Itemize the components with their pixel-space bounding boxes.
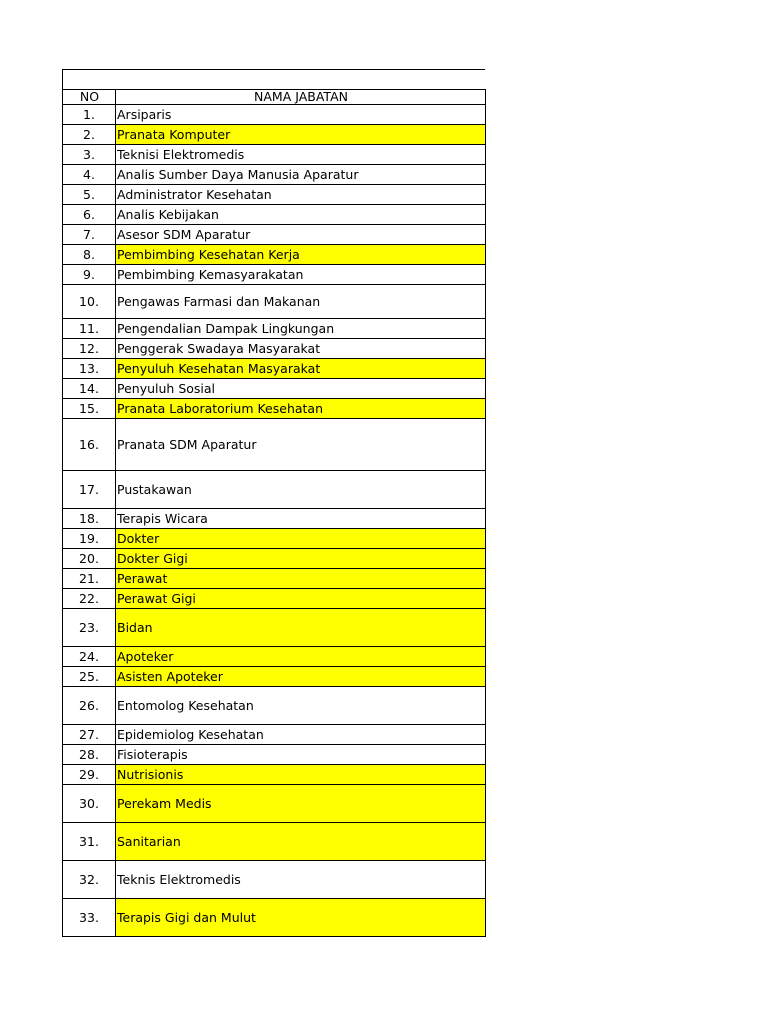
table-row [63,509,486,529]
table-row [63,165,486,185]
table-row [63,725,486,745]
cell-no[interactable]: 12. [63,339,116,359]
cell-no[interactable]: 5. [63,185,116,205]
table-row [63,419,486,471]
cell-no[interactable]: 8. [63,245,116,265]
cell-no[interactable]: 1. [63,105,116,125]
cell-nama-jabatan[interactable]: Asesor SDM Aparatur [116,225,486,245]
cell-no[interactable]: 30. [63,785,116,823]
cell-no[interactable]: 21. [63,569,116,589]
cell-no[interactable]: 23. [63,609,116,647]
cell-nama-jabatan[interactable]: Pustakawan [116,471,486,509]
cell-nama-jabatan[interactable]: Apoteker [116,647,486,667]
table-row [63,745,486,765]
cell-nama-jabatan[interactable]: Pengawas Farmasi dan Makanan [116,285,486,319]
cell-nama-jabatan[interactable]: Bidan [116,609,486,647]
spreadsheet-sheet [62,69,485,937]
cell-nama-jabatan[interactable]: Arsiparis [116,105,486,125]
table-row [63,399,486,419]
table-row [63,899,486,937]
cell-no[interactable]: 17. [63,471,116,509]
cell-no[interactable]: 4. [63,165,116,185]
cell-no[interactable]: 6. [63,205,116,225]
cell-no[interactable]: 22. [63,589,116,609]
table-row [63,687,486,725]
cell-nama-jabatan[interactable]: Pembimbing Kemasyarakatan [116,265,486,285]
cell-no[interactable]: 7. [63,225,116,245]
cell-nama-jabatan[interactable]: Perawat [116,569,486,589]
table-row [63,785,486,823]
cell-nama-jabatan[interactable]: Terapis Wicara [116,509,486,529]
cell-nama-jabatan[interactable]: Sanitarian [116,823,486,861]
cell-nama-jabatan[interactable]: Perawat Gigi [116,589,486,609]
table-row [63,589,486,609]
cell-nama-jabatan[interactable]: Epidemiolog Kesehatan [116,725,486,745]
cell-nama-jabatan[interactable]: Teknisi Elektromedis [116,145,486,165]
cell-no[interactable]: 3. [63,145,116,165]
jabatan-table [62,89,486,937]
cell-no[interactable]: 2. [63,125,116,145]
cell-no[interactable]: 19. [63,529,116,549]
cell-no[interactable]: 31. [63,823,116,861]
cell-no[interactable]: 18. [63,509,116,529]
cell-nama-jabatan[interactable]: Pranata Komputer [116,125,486,145]
table-row [63,205,486,225]
cell-no[interactable]: 33. [63,899,116,937]
table-row [63,185,486,205]
table-row [63,125,486,145]
header-no[interactable]: NO [63,90,116,105]
cell-no[interactable]: 10. [63,285,116,319]
cell-no[interactable]: 26. [63,687,116,725]
header-row [63,90,486,105]
table-row [63,529,486,549]
table-row [63,319,486,339]
cell-no[interactable]: 14. [63,379,116,399]
cell-nama-jabatan[interactable]: Penggerak Swadaya Masyarakat [116,339,486,359]
cell-nama-jabatan[interactable]: Analis Sumber Daya Manusia Aparatur [116,165,486,185]
cell-no[interactable]: 16. [63,419,116,471]
table-row [63,609,486,647]
table-row [63,861,486,899]
table-row [63,225,486,245]
cell-no[interactable]: 29. [63,765,116,785]
cell-no[interactable]: 11. [63,319,116,339]
cell-nama-jabatan[interactable]: Dokter Gigi [116,549,486,569]
table-row [63,647,486,667]
table-row [63,339,486,359]
cell-nama-jabatan[interactable]: Penyuluh Sosial [116,379,486,399]
table-row [63,569,486,589]
table-row [63,359,486,379]
cell-no[interactable]: 32. [63,861,116,899]
sheet-top-border [62,69,485,89]
cell-nama-jabatan[interactable]: Terapis Gigi dan Mulut [116,899,486,937]
table-row [63,765,486,785]
table-row [63,245,486,265]
cell-no[interactable]: 27. [63,725,116,745]
cell-nama-jabatan[interactable]: Pengendalian Dampak Lingkungan [116,319,486,339]
table-row [63,823,486,861]
cell-nama-jabatan[interactable]: Administrator Kesehatan [116,185,486,205]
cell-nama-jabatan[interactable]: Analis Kebijakan [116,205,486,225]
cell-no[interactable]: 24. [63,647,116,667]
cell-nama-jabatan[interactable]: Perekam Medis [116,785,486,823]
table-body [63,105,486,937]
table-row [63,471,486,509]
cell-nama-jabatan[interactable]: Penyuluh Kesehatan Masyarakat [116,359,486,379]
cell-no[interactable]: 15. [63,399,116,419]
table-row [63,667,486,687]
cell-nama-jabatan[interactable]: Pranata Laboratorium Kesehatan [116,399,486,419]
cell-no[interactable]: 9. [63,265,116,285]
cell-no[interactable]: 25. [63,667,116,687]
header-nama-jabatan[interactable]: NAMA JABATAN [116,90,486,105]
table-row [63,549,486,569]
table-row [63,145,486,165]
table-row [63,265,486,285]
cell-nama-jabatan[interactable]: Nutrisionis [116,765,486,785]
cell-nama-jabatan[interactable]: Pembimbing Kesehatan Kerja [116,245,486,265]
cell-nama-jabatan[interactable]: Dokter [116,529,486,549]
cell-no[interactable]: 20. [63,549,116,569]
cell-no[interactable]: 28. [63,745,116,765]
table-row [63,379,486,399]
cell-nama-jabatan[interactable]: Teknis Elektromedis [116,861,486,899]
cell-no[interactable]: 13. [63,359,116,379]
cell-nama-jabatan[interactable]: Asisten Apoteker [116,667,486,687]
table-row [63,105,486,125]
table-row [63,285,486,319]
cell-nama-jabatan[interactable]: Pranata SDM Aparatur [116,419,486,471]
cell-nama-jabatan[interactable]: Entomolog Kesehatan [116,687,486,725]
cell-nama-jabatan[interactable]: Fisioterapis [116,745,486,765]
